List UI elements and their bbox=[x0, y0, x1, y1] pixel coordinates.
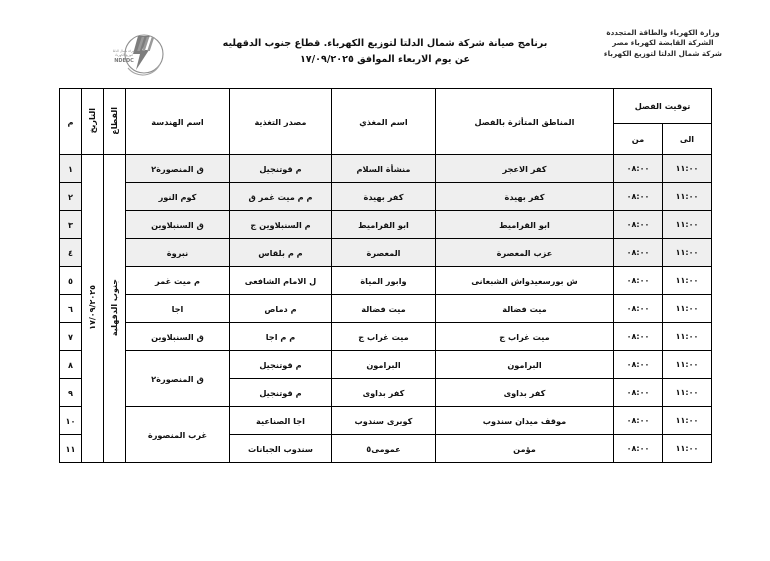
org-line-distribution-company: شركة شمال الدلتا لتوزيع الكهرباء bbox=[603, 48, 722, 58]
cell-engineering-text: اجا bbox=[171, 303, 184, 314]
cell-areas bbox=[435, 295, 613, 323]
organization-block bbox=[604, 28, 722, 59]
cell-source-text: اجا الصناعية bbox=[256, 415, 305, 426]
cell-areas-text: ميت غراب ج bbox=[499, 331, 550, 342]
header-serial: م bbox=[59, 89, 81, 155]
cell-time-to-text: ١١:٠٠ bbox=[675, 416, 699, 425]
header-sector-label: القطاع bbox=[109, 106, 119, 135]
cell-feeder bbox=[331, 183, 435, 211]
cell-feeder-text: منشأة السلام bbox=[356, 163, 411, 174]
header-source: مصدر التغذية bbox=[229, 89, 331, 155]
cell-feeder bbox=[331, 267, 435, 295]
cell-time-to bbox=[663, 435, 712, 463]
cell-time-from bbox=[613, 211, 662, 239]
cell-time-to bbox=[663, 267, 712, 295]
header-areas: المناطق المتأثرة بالفصل bbox=[435, 89, 613, 155]
cell-time-to bbox=[663, 239, 712, 267]
cell-serial-text: ٨ bbox=[67, 359, 73, 370]
cell-time-to bbox=[663, 407, 712, 435]
header-engineering: اسم الهندسة bbox=[125, 89, 229, 155]
cell-areas bbox=[435, 379, 613, 407]
table-head bbox=[59, 89, 711, 155]
cell-time-to-text: ١١:٠٠ bbox=[675, 304, 699, 313]
cell-feeder bbox=[331, 379, 435, 407]
cell-areas-text: ميت فضالة bbox=[502, 303, 547, 314]
cell-time-to bbox=[663, 323, 712, 351]
cell-source bbox=[229, 435, 331, 463]
cell-time-to-text: ١١:٠٠ bbox=[675, 360, 699, 369]
cell-feeder bbox=[331, 323, 435, 351]
cell-source-text: م قوتنجيل bbox=[259, 387, 302, 398]
cell-serial bbox=[59, 295, 81, 323]
cell-serial bbox=[59, 155, 81, 183]
cell-feeder-text: عمومى٥ bbox=[366, 443, 401, 454]
cell-time-from bbox=[613, 183, 662, 211]
schedule-table-wrap bbox=[60, 88, 712, 463]
cell-source-text: م قوتنجيل bbox=[259, 163, 302, 174]
cell-areas bbox=[435, 351, 613, 379]
cell-areas-text: عزب المعصرة bbox=[496, 247, 553, 258]
cell-time-to bbox=[663, 295, 712, 323]
cell-sector bbox=[103, 155, 125, 463]
svg-text:لتوزيع الكهرباء: لتوزيع الكهرباء bbox=[115, 53, 133, 57]
cell-areas-text: كفر بهيدة bbox=[504, 191, 545, 202]
cell-time-from bbox=[613, 351, 662, 379]
cell-serial-text: ١١ bbox=[65, 443, 76, 454]
title-line-date: عن يوم الاربعاء الموافق ١٧/٠٩/٢٠٢٥ bbox=[299, 54, 471, 66]
header-date-label: التاريخ bbox=[87, 107, 97, 134]
cell-time-from-text: ٠٨:٠٠ bbox=[626, 220, 650, 229]
cell-time-to bbox=[663, 379, 712, 407]
cell-time-from-text: ٠٨:٠٠ bbox=[626, 192, 650, 201]
cell-feeder bbox=[331, 407, 435, 435]
company-logo bbox=[98, 30, 182, 80]
cell-engineering-text: م ميت غمر bbox=[155, 275, 200, 286]
cell-feeder-text: كفر بداوى bbox=[362, 387, 405, 398]
cell-serial bbox=[59, 183, 81, 211]
cell-areas bbox=[435, 435, 613, 463]
table-row bbox=[59, 351, 711, 379]
cell-areas bbox=[435, 155, 613, 183]
cell-feeder-text: ميت غراب ج bbox=[358, 331, 409, 342]
cell-engineering bbox=[125, 183, 229, 211]
cell-source bbox=[229, 407, 331, 435]
cell-engineering bbox=[125, 323, 229, 351]
cell-engineering-text: كوم النور bbox=[158, 191, 197, 202]
cell-time-to-text: ١١:٠٠ bbox=[675, 276, 699, 285]
cell-feeder-text: ابو القراميط bbox=[358, 219, 409, 230]
cell-time-to bbox=[663, 155, 712, 183]
cell-engineering bbox=[125, 155, 229, 183]
cell-time-to-text: ١١:٠٠ bbox=[675, 220, 699, 229]
cell-source-text: م م اجا bbox=[265, 331, 296, 342]
cell-areas-text: كفر بداوى bbox=[503, 387, 546, 398]
cell-time-from bbox=[613, 155, 662, 183]
cell-time-to bbox=[663, 351, 712, 379]
cell-serial-text: ١٠ bbox=[65, 415, 76, 426]
cell-time-to-text: ١١:٠٠ bbox=[675, 332, 699, 341]
table-row bbox=[59, 183, 711, 211]
cell-areas-text: البرامون bbox=[507, 359, 542, 370]
cell-source bbox=[229, 267, 331, 295]
cell-areas bbox=[435, 183, 613, 211]
cell-time-to-text: ١١:٠٠ bbox=[675, 192, 699, 201]
header-row-top bbox=[59, 89, 711, 124]
cell-time-from bbox=[613, 323, 662, 351]
cell-serial-text: ٧ bbox=[67, 331, 73, 342]
cell-source bbox=[229, 295, 331, 323]
cell-time-to-text: ١١:٠٠ bbox=[675, 444, 699, 453]
cell-time-from-text: ٠٨:٠٠ bbox=[626, 360, 650, 369]
cell-areas-text: مؤمن bbox=[513, 443, 536, 454]
maintenance-schedule-table bbox=[59, 88, 712, 463]
cell-serial bbox=[59, 267, 81, 295]
cell-source bbox=[229, 155, 331, 183]
cell-source bbox=[229, 379, 331, 407]
cell-sector-text: جنوب الدقهلية bbox=[109, 278, 119, 337]
cell-areas bbox=[435, 407, 613, 435]
table-row bbox=[59, 295, 711, 323]
cell-time-to-text: ١١:٠٠ bbox=[675, 248, 699, 257]
cell-source bbox=[229, 351, 331, 379]
logo-acronym: NDEDC bbox=[114, 58, 134, 64]
cell-source-text: سندوب الجبانات bbox=[248, 443, 313, 454]
cell-serial-text: ١ bbox=[67, 163, 73, 174]
cell-source bbox=[229, 183, 331, 211]
cell-time-from-text: ٠٨:٠٠ bbox=[626, 164, 650, 173]
table-row bbox=[59, 155, 711, 183]
cell-time-to-text: ١١:٠٠ bbox=[675, 388, 699, 397]
cell-serial-text: ٣ bbox=[67, 219, 73, 230]
cell-feeder-text: ميت فضالة bbox=[361, 303, 406, 314]
table-row bbox=[59, 267, 711, 295]
cell-feeder-text: البرامون bbox=[366, 359, 401, 370]
cell-serial bbox=[59, 379, 81, 407]
table-row bbox=[59, 239, 711, 267]
title-line-program: برنامج صيانة شركة شمال الدلتا لتوزيع الكهرباء. قطاع جنوب الدقهليه bbox=[222, 38, 548, 49]
table-body bbox=[59, 155, 711, 463]
cell-feeder bbox=[331, 211, 435, 239]
cell-feeder-text: كفر بهيدة bbox=[363, 191, 404, 202]
cell-time-from-text: ٠٨:٠٠ bbox=[626, 388, 650, 397]
cell-serial bbox=[59, 435, 81, 463]
cell-areas-text: كفر الاعجر bbox=[502, 163, 547, 174]
cell-feeder bbox=[331, 155, 435, 183]
cell-areas bbox=[435, 323, 613, 351]
cell-time-from bbox=[613, 407, 662, 435]
cell-serial bbox=[59, 239, 81, 267]
header-time-from: من bbox=[613, 124, 662, 155]
cell-engineering bbox=[125, 211, 229, 239]
cell-engineering-text: ق المنصورة٢ bbox=[151, 373, 204, 384]
cell-feeder-text: وابور المياة bbox=[360, 275, 407, 286]
cell-source-text: م م ميت غمر ق bbox=[248, 191, 313, 202]
svg-text:شركة شمال الدلتا: شركة شمال الدلتا bbox=[112, 49, 136, 53]
cell-serial-text: ٩ bbox=[67, 387, 73, 398]
cell-source bbox=[229, 239, 331, 267]
header-sector bbox=[103, 89, 125, 155]
cell-engineering bbox=[125, 351, 229, 407]
cell-feeder-text: المعصرة bbox=[366, 247, 401, 258]
cell-source-text: ل الامام الشافعى bbox=[244, 275, 317, 286]
cell-engineering bbox=[125, 407, 229, 463]
cell-feeder bbox=[331, 239, 435, 267]
org-line-ministry: وزارة الكهرباء والطاقة المتجددة bbox=[606, 28, 720, 37]
document-header bbox=[0, 24, 770, 86]
cell-areas bbox=[435, 211, 613, 239]
cell-engineering-text: ق السنبلاوين bbox=[151, 331, 204, 342]
cell-feeder bbox=[331, 435, 435, 463]
document-title bbox=[175, 36, 595, 69]
cell-serial bbox=[59, 407, 81, 435]
table-row bbox=[59, 407, 711, 435]
cell-engineering-text: ق السنبلاوين bbox=[151, 219, 204, 230]
org-line-holding-company: الشركة القابضة لكهرباء مصر bbox=[612, 38, 714, 48]
cell-engineering bbox=[125, 267, 229, 295]
cell-serial bbox=[59, 323, 81, 351]
table-row bbox=[59, 211, 711, 239]
cell-engineering bbox=[125, 239, 229, 267]
cell-serial-text: ٦ bbox=[67, 303, 73, 314]
cell-serial-text: ٥ bbox=[67, 275, 73, 286]
cell-areas bbox=[435, 267, 613, 295]
cell-source-text: م دماص bbox=[264, 303, 297, 314]
cell-areas bbox=[435, 239, 613, 267]
cell-source bbox=[229, 323, 331, 351]
cell-time-from-text: ٠٨:٠٠ bbox=[626, 332, 650, 341]
cell-time-to bbox=[663, 183, 712, 211]
cell-time-from-text: ٠٨:٠٠ bbox=[626, 444, 650, 453]
cell-source-text: م م بلقاس bbox=[258, 247, 303, 258]
cell-areas-text: موقف ميدان سندوب bbox=[482, 415, 567, 426]
cell-engineering-text: نبروة bbox=[166, 247, 189, 258]
cell-engineering bbox=[125, 295, 229, 323]
cell-serial bbox=[59, 211, 81, 239]
cell-time-from bbox=[613, 295, 662, 323]
cell-date bbox=[81, 155, 103, 463]
header-time-to: الى bbox=[663, 124, 712, 155]
cell-time-from bbox=[613, 267, 662, 295]
cell-time-from bbox=[613, 435, 662, 463]
cell-date-text: ١٧/٠٩/٢٠٢٥ bbox=[87, 285, 97, 330]
cell-time-from bbox=[613, 239, 662, 267]
header-feeder: اسم المغذي bbox=[331, 89, 435, 155]
cell-time-from-text: ٠٨:٠٠ bbox=[626, 248, 650, 257]
cell-serial bbox=[59, 351, 81, 379]
cell-areas-text: ابو القراميط bbox=[499, 219, 550, 230]
table-row bbox=[59, 323, 711, 351]
cell-source-text: م السنبلاوين ج bbox=[250, 219, 311, 230]
cell-feeder-text: كوبرى سندوب bbox=[354, 415, 413, 426]
header-cut-time: توقيت الفصل bbox=[613, 89, 711, 124]
cell-areas-text: ش بورسعيدواش الشبعانى bbox=[471, 275, 578, 286]
cell-feeder bbox=[331, 351, 435, 379]
cell-serial-text: ٤ bbox=[67, 247, 73, 258]
cell-time-from-text: ٠٨:٠٠ bbox=[626, 416, 650, 425]
cell-time-to bbox=[663, 211, 712, 239]
cell-feeder bbox=[331, 295, 435, 323]
header-date bbox=[81, 89, 103, 155]
cell-engineering-text: ق المنصورة٢ bbox=[151, 163, 204, 174]
cell-serial-text: ٢ bbox=[67, 191, 73, 202]
cell-engineering-text: غرب المنصورة bbox=[147, 429, 208, 440]
cell-time-to-text: ١١:٠٠ bbox=[675, 164, 699, 173]
cell-time-from-text: ٠٨:٠٠ bbox=[626, 304, 650, 313]
cell-source bbox=[229, 211, 331, 239]
cell-source-text: م قوتنجيل bbox=[259, 359, 302, 370]
cell-time-from bbox=[613, 379, 662, 407]
cell-time-from-text: ٠٨:٠٠ bbox=[626, 276, 650, 285]
